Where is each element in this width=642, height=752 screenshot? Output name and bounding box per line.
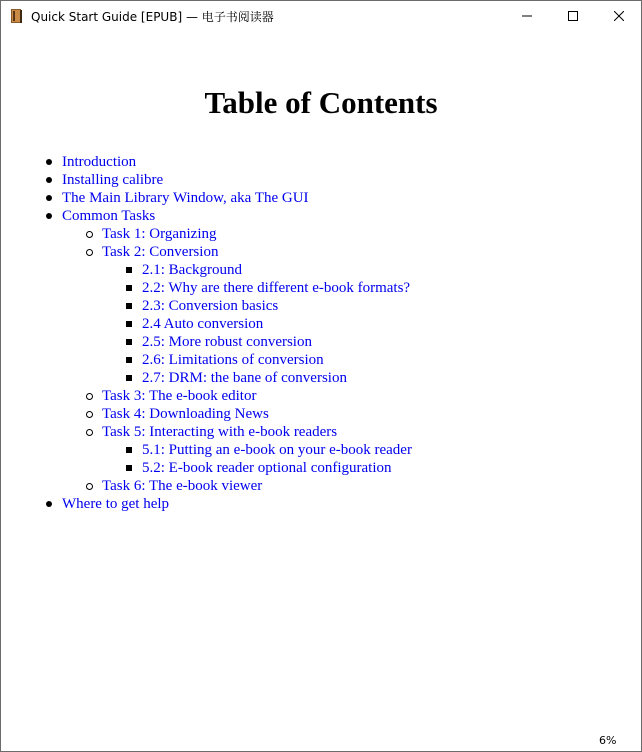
toc-link-5-2[interactable]: 5.2: E-book reader optional configuration: [142, 460, 392, 476]
close-icon: [614, 11, 624, 21]
toc-item: [62, 207, 412, 495]
toc-link-help[interactable]: Where to get help: [62, 496, 170, 512]
book-app-icon: [10, 8, 23, 24]
toc-sublist: [142, 261, 412, 387]
toc-item: [102, 243, 412, 387]
square-bullet: [126, 285, 132, 291]
toc-link-task-3[interactable]: Task 3: The e-book editor: [102, 388, 257, 404]
toc-item: [142, 297, 412, 315]
toc-item: [102, 405, 412, 423]
toc-link-task-2[interactable]: Task 2: Conversion: [102, 244, 219, 260]
toc-item: [102, 423, 412, 477]
disc-bullet: [46, 177, 52, 183]
minimize-icon: [522, 11, 532, 21]
toc-item: [142, 261, 412, 279]
toc-link-2-2[interactable]: 2.2: Why are there different e-book formats?: [142, 280, 411, 296]
toc-link-2-6[interactable]: 2.6: Limitations of conversion: [142, 352, 324, 368]
circle-bullet: [86, 411, 93, 418]
square-bullet: [126, 375, 132, 381]
toc-link-task-4[interactable]: Task 4: Downloading News: [102, 406, 269, 422]
toc-item: [102, 225, 412, 243]
window-title: Quick Start Guide [EPUB] — 电子书阅读器: [31, 10, 274, 24]
book-page[interactable]: [1, 31, 641, 751]
toc-item: [142, 351, 412, 369]
toc-link-task-5[interactable]: Task 5: Interacting with e-book readers: [102, 424, 338, 440]
toc-link-task-1[interactable]: Task 1: Organizing: [102, 226, 217, 242]
toc-sublist: [102, 225, 412, 495]
toc-link-task-6[interactable]: Task 6: The e-book viewer: [102, 478, 263, 494]
disc-bullet: [46, 159, 52, 165]
toc-item: [62, 153, 412, 171]
disc-bullet: [46, 213, 52, 219]
toc-link-2-4[interactable]: 2.4 Auto conversion: [142, 316, 264, 332]
toc-link-main-library[interactable]: The Main Library Window, aka The GUI: [62, 190, 309, 206]
reading-progress: 6%: [599, 734, 617, 747]
table-of-contents: [62, 153, 412, 513]
square-bullet: [126, 447, 132, 453]
circle-bullet: [86, 393, 93, 400]
toc-sublist: [142, 441, 412, 477]
toc-item: [62, 189, 412, 207]
square-bullet: [126, 339, 132, 345]
circle-bullet: [86, 483, 93, 490]
square-bullet: [126, 357, 132, 363]
square-bullet: [126, 465, 132, 471]
maximize-icon: [568, 11, 578, 21]
toc-link-introduction[interactable]: Introduction: [62, 154, 137, 170]
toc-item: [62, 171, 412, 189]
square-bullet: [126, 321, 132, 327]
toc-item: [142, 279, 412, 297]
circle-bullet: [86, 231, 93, 238]
toc-link-2-5[interactable]: 2.5: More robust conversion: [142, 334, 312, 350]
circle-bullet: [86, 249, 93, 256]
title-bar[interactable]: [1, 1, 641, 31]
square-bullet: [126, 303, 132, 309]
toc-link-2-3[interactable]: 2.3: Conversion basics: [142, 298, 279, 314]
square-bullet: [126, 267, 132, 273]
toc-item: [142, 333, 412, 351]
toc-link-common-tasks[interactable]: Common Tasks: [62, 208, 156, 224]
maximize-button[interactable]: [550, 1, 596, 31]
toc-item: [62, 495, 412, 513]
toc-item: [142, 459, 412, 477]
toc-item: [102, 477, 412, 495]
toc-link-5-1[interactable]: 5.1: Putting an e-book on your e-book reader: [142, 442, 412, 458]
disc-bullet: [46, 195, 52, 201]
minimize-button[interactable]: [504, 1, 550, 31]
toc-link-2-7[interactable]: 2.7: DRM: the bane of conversion: [142, 370, 347, 386]
toc-link-2-1[interactable]: 2.1: Background: [142, 262, 242, 278]
close-button[interactable]: [596, 1, 642, 31]
toc-item: [102, 387, 412, 405]
toc-item: [142, 315, 412, 333]
toc-link-installing[interactable]: Installing calibre: [62, 172, 164, 188]
toc-item: [142, 369, 412, 387]
toc-item: [142, 441, 412, 459]
disc-bullet: [46, 501, 52, 507]
page-title: Table of Contents: [204, 85, 438, 120]
circle-bullet: [86, 429, 93, 436]
